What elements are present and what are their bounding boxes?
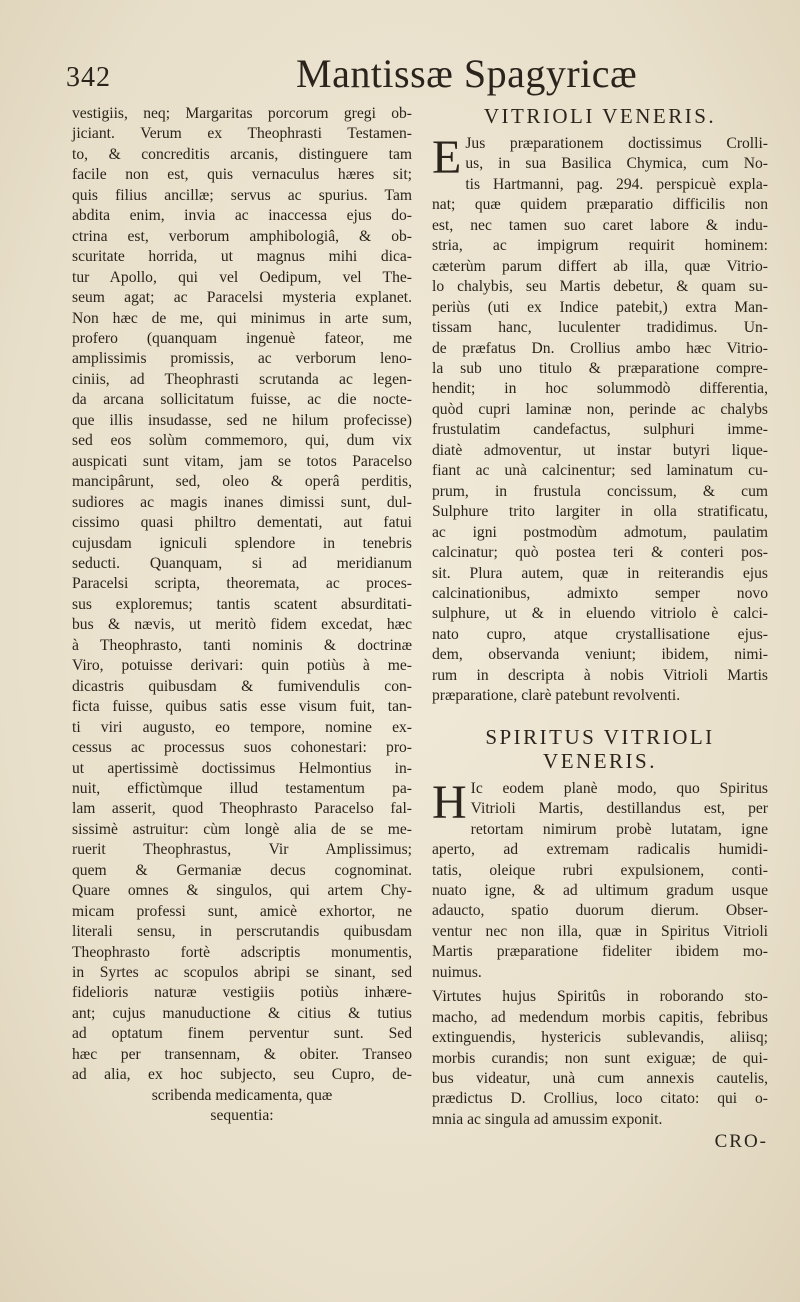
running-title: Mantissæ Spagyricæ bbox=[296, 51, 638, 96]
text-line: cissimo quasi philtro dementati, aut fatui bbox=[72, 514, 412, 532]
text-line: diatè admoventur, ut instar butyri lique- bbox=[432, 441, 768, 459]
text-line: cujusdam igniculi splendore in tenebris bbox=[72, 534, 412, 552]
text-line: to, & concreditis arcanis, distinguere tam bbox=[72, 145, 412, 163]
text-line: scuritate horrida, ut magnus mihi dica- bbox=[72, 248, 412, 266]
text-line: Quare omnes & singulos, qui artem Chy- bbox=[72, 882, 412, 900]
text-line: scribenda medicamenta, quæ bbox=[151, 1086, 333, 1104]
text-line: Non hæc de me, qui minimus in arte sum, bbox=[72, 309, 412, 327]
text-line: sissimè astruitur: cùm longè alia de se me- bbox=[72, 820, 412, 838]
text-line: Ic eodem planè modo, quo Spiritus bbox=[470, 779, 768, 797]
text-line: morbis curandis; non sunt exiguæ; de qui- bbox=[432, 1049, 768, 1067]
text-line: hæc per transennam, & obiter. Transeo bbox=[72, 1045, 412, 1063]
text-line: lo chalybis, seu Martis debetur, & quam su- bbox=[432, 278, 768, 296]
text-line: que illis insudasse, sed ne hilum profecisse) bbox=[72, 411, 412, 429]
text-line: seum agat; ac Paracelsi mysteria explanet. bbox=[72, 289, 412, 307]
section-heading-vitrioli-veneris: VITRIOLI VENERIS. bbox=[483, 104, 717, 128]
text-line: nuit, effictùmque illud testamentum pa- bbox=[72, 779, 412, 797]
text-line: nato cupro, atque crystallisatione ejus- bbox=[432, 625, 768, 643]
text-line: stria, ac impigrum requirit hominem: bbox=[432, 237, 768, 255]
text-line: abdita enim, invia ac inaccessa ejus do- bbox=[72, 207, 412, 225]
text-line: bus & nævis, ut meritò fidem excedat, hæc bbox=[72, 616, 412, 634]
text-line: Paracelsi scripta, theoremata, ac proces- bbox=[72, 575, 412, 593]
text-line: Vitrioli Martis, destillandus est, per bbox=[470, 800, 768, 818]
text-line: nuato igne, & ad ultimum gradum usque bbox=[432, 881, 768, 899]
text-line: adaucto, spatio duorum dierum. Obser- bbox=[432, 902, 768, 920]
text-line: tis Hartmanni, pag. 294. perspicuè expla- bbox=[465, 175, 768, 193]
text-line: ti viri augusto, eo tempore, nomine ex- bbox=[72, 718, 412, 736]
text-line: dem, observanda veniunt; ibidem, nimi- bbox=[432, 646, 768, 664]
catchword: CRO- bbox=[714, 1131, 768, 1153]
text-line: quis filius ancillæ; servus ac spurius. Tam bbox=[72, 186, 412, 204]
text-line: nuimus. bbox=[432, 963, 482, 981]
text-line: ac igni postmodùm admotum, paulatim bbox=[432, 523, 768, 541]
left-column-text bbox=[72, 104, 412, 1127]
text-line: aperto, ad extremam radicalis humidi- bbox=[432, 841, 768, 859]
text-line: dicastris quibusdam & fumivendulis con- bbox=[72, 677, 412, 695]
text-line: Jus præparationem doctissimus Crolli- bbox=[465, 135, 768, 152]
text-line: ruerit Theophrastus, Vir Amplissimus; bbox=[72, 841, 412, 859]
text-line: hendit; in hoc solummodò differentia, bbox=[432, 380, 768, 398]
text-line: sulphure, ut & in eluendo vitriolo è calci- bbox=[432, 605, 768, 623]
text-line: micam professi sunt, amicè exhortor, ne bbox=[72, 902, 412, 920]
left-column bbox=[72, 104, 412, 1127]
text-line: ficta fuisse, quibus satis esse visum fuit, tan- bbox=[72, 698, 412, 716]
text-line: sus exploremus; tantis scatent absurditati- bbox=[72, 595, 412, 613]
text-line: sequentia: bbox=[210, 1107, 274, 1125]
text-line: auspicati sunt vitam, jam se totos Paracelso bbox=[72, 452, 412, 470]
text-line: periùs (uti ex Indice patebit,) extra Man- bbox=[432, 298, 768, 316]
text-line: amplissimis promissis, ac verborum leno- bbox=[72, 350, 412, 368]
text-line: retortam nimirum probè lutatam, igne bbox=[470, 820, 768, 838]
text-line: præparatione, clarè patebunt revolventi. bbox=[432, 687, 681, 705]
section-vitrioli-veneris-text bbox=[432, 131, 768, 707]
text-line: da arcana sollicitatum fuisse, ac die nocte- bbox=[72, 391, 412, 409]
drop-cap-h: H bbox=[432, 775, 467, 829]
text-line: ad optatum finem perventur sunt. Sed bbox=[72, 1025, 412, 1043]
text-line: ciniis, ad Theophrasti scrutanda ac legen- bbox=[72, 370, 412, 388]
text-line: quòd cupri laminæ non, perinde ac chalybs bbox=[432, 400, 768, 418]
virtutes-paragraph bbox=[432, 987, 768, 1130]
text-line: calcinatur; quò postea teri & conteri pos- bbox=[432, 544, 768, 562]
text-line: Virtutes hujus Spiritûs in roborando sto- bbox=[432, 988, 768, 1006]
text-line: tatis, oleique rubri expulsionem, conti- bbox=[432, 861, 768, 879]
text-line: ad alia, ex hoc subjecto, seu Cupro, de- bbox=[72, 1066, 412, 1084]
section-spiritus-vitrioli-veneris bbox=[432, 775, 768, 984]
text-line: fiant ac unà calcinentur; sed laminatum cu- bbox=[432, 462, 768, 480]
text-line: us, in sua Basilica Chymica, cum No- bbox=[465, 155, 768, 173]
text-line: extinguendis, hystericis sublevandis, aliisq; bbox=[432, 1029, 768, 1047]
text-line: mnia ac singula ad amussim exponit. bbox=[432, 1110, 663, 1128]
text-line: lam asserit, quod Theophrasto Paracelso fal- bbox=[72, 800, 412, 818]
text-line: ventur nec non illa, quæ in Spiritus Vitrioli bbox=[432, 922, 768, 940]
text-line: frustulatim candefactus, sulphuri imme- bbox=[432, 421, 768, 439]
text-line: la sub uno titulo & præparatione compre- bbox=[432, 359, 768, 377]
text-line: cæterùm parum differt ab illa, quæ Vitrio- bbox=[432, 257, 768, 275]
text-line: sudiores ac magis inanes dimissi sunt, dul- bbox=[72, 493, 412, 511]
section-heading-spiritus-line1: SPIRITUS VITRIOLI bbox=[485, 724, 715, 749]
text-line: tissam hanc, luculenter tradidimus. Un- bbox=[432, 319, 768, 337]
text-line: quem & Germaniæ decus cognominat. bbox=[72, 861, 412, 879]
text-line: sed eos solùm commemoro, qui, dum vix bbox=[72, 432, 412, 450]
text-line: profero (quanquam ingenuè fateor, me bbox=[72, 329, 412, 347]
drop-cap-e: E bbox=[432, 131, 462, 184]
text-line: tur Apollo, qui vel Oedipum, vel The- bbox=[72, 268, 412, 286]
text-line: cessus ac processus suos cohonestari: pro- bbox=[72, 739, 412, 757]
text-line: de præfatus Dn. Crollius ambo hæc Vitrio- bbox=[432, 339, 768, 357]
text-line: in Syrtes ac scopulos abripi se sinant, sed bbox=[72, 964, 412, 982]
text-line: Martis præparatione fideliter ibidem mo- bbox=[432, 943, 768, 961]
text-line: facile non est, quis vernaculus hæres sit; bbox=[72, 166, 412, 184]
text-line: sit. Plura autem, quæ in reiterandis ejus bbox=[432, 564, 768, 582]
section-vitrioli-veneris bbox=[432, 131, 768, 707]
text-line: rum in descripta à nobis Vitrioli Martis bbox=[432, 666, 768, 684]
text-line: jiciant. Verum ex Theophrasti Testamen- bbox=[72, 125, 412, 143]
text-line: vestigiis, neq; Margaritas porcorum gregi ob- bbox=[72, 105, 412, 122]
text-line: Sulphure trito largiter in olla stratificatu, bbox=[432, 503, 768, 521]
text-line: prædictus D. Crollius, loco citato: qui o- bbox=[432, 1090, 768, 1108]
text-line: ut apertissimè doctissimus Helmontius in- bbox=[72, 759, 412, 777]
text-line: macho, ad medendum morbis capitis, febribus bbox=[432, 1008, 768, 1026]
text-line: est, nec tamen suo caret labore & indu- bbox=[432, 216, 768, 234]
text-line: prum, in frustula concissum, & cum bbox=[432, 482, 768, 500]
text-line: Viro, potuisse derivari: quin potiùs à me- bbox=[72, 657, 412, 675]
section-heading-spiritus-line2: VENERIS. bbox=[543, 748, 657, 773]
section-spiritus-text bbox=[432, 775, 768, 984]
text-line: à Theophrasto, tanti nominis & doctrinæ bbox=[72, 636, 412, 654]
page-number: 342 bbox=[66, 62, 111, 93]
text-line: seducti. Quanquam, si ad meridianum bbox=[72, 554, 412, 572]
text-line: fidelioris naturæ vestigiis potiùs inhære- bbox=[72, 984, 412, 1002]
text-line: literali sensu, in perscrutandis quibusdam bbox=[72, 923, 412, 941]
text-line: Theophrasto fortè adscriptis monumentis, bbox=[72, 943, 412, 961]
text-line: calcinationibus, admixto semper novo bbox=[432, 584, 768, 602]
text-line: bus videatur, unà cum annexis cautelis, bbox=[432, 1070, 768, 1088]
right-column bbox=[432, 104, 768, 1153]
text-line: ctrina est, verborum amphibologiâ, & ob- bbox=[72, 227, 412, 245]
text-line: ant; cujus manuductione & citius & tutius bbox=[72, 1004, 412, 1022]
text-line: mancipârunt, sed, oleo & operâ perditis, bbox=[72, 473, 412, 491]
text-line: nat; quæ quidem præparatio difficilis non bbox=[432, 196, 768, 214]
